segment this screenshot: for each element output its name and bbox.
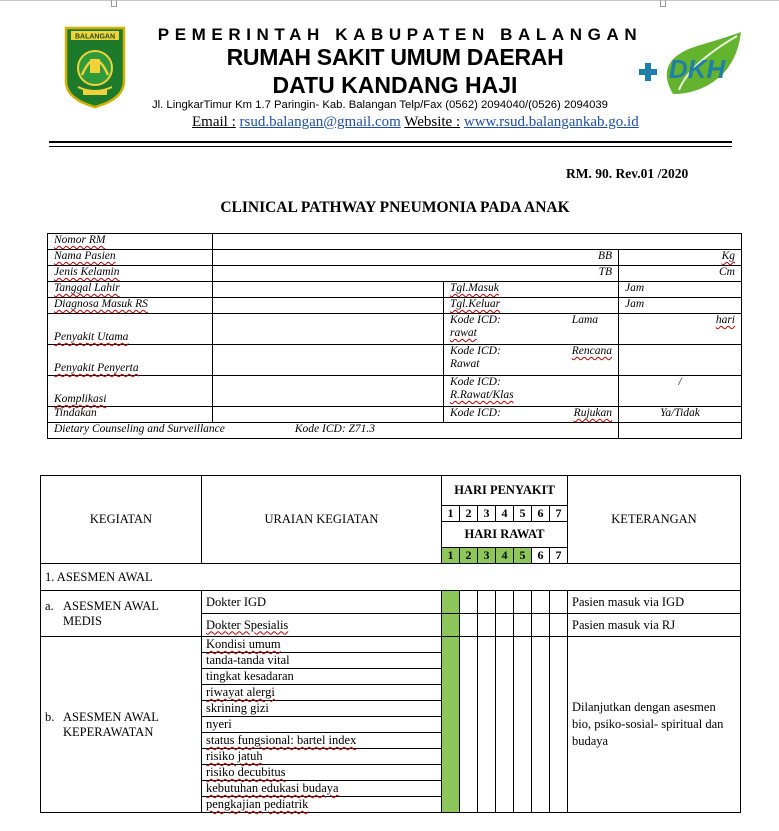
uraian-item (202, 749, 442, 765)
field-bb[interactable] (619, 250, 742, 266)
group-b-day-2-check[interactable] (460, 637, 478, 813)
label-penyakit-utama: Penyakit Utama (54, 331, 129, 343)
group-b-day-6-check[interactable] (532, 637, 550, 813)
uraian-item (202, 765, 442, 781)
hari-penyakit-day-5: 5 (514, 506, 532, 522)
field-nama-pasien[interactable] (213, 250, 619, 266)
group-a-item-2-day-4-check[interactable] (496, 614, 514, 637)
uraian-item (202, 797, 442, 813)
field-tindakan[interactable] (213, 407, 444, 423)
section-row (41, 564, 741, 591)
uraian-text: skrining gizi (206, 701, 269, 715)
row-nama-pasien (48, 250, 742, 266)
col-header-uraian: URAIAN KEGIATAN (202, 476, 442, 564)
hari-rawat-day-2: 2 (460, 548, 478, 564)
group-b-day-1-check[interactable] (442, 637, 460, 813)
uraian-text: risiko jatuh (206, 749, 263, 763)
col-header-keterangan: KETERANGAN (568, 476, 741, 564)
row-diagnosa (48, 298, 742, 314)
label-slash: / (678, 376, 682, 388)
field-rencana-rawat[interactable] (619, 345, 742, 376)
label-rujukan: Rujukan (573, 407, 612, 419)
margin-corner-marker (660, 0, 666, 7)
uraian-text: pengkajian pediatrik (206, 797, 309, 811)
label-rawat: rawat (450, 327, 477, 339)
group-a-item-1-day-2-check[interactable] (460, 591, 478, 614)
group-b-row (41, 637, 741, 653)
header-address: Jl. LingkarTimur Km 1.7 Paringin- Kab. Balangan Telp/Fax (0562) 2094040/(0526) 2094039 (152, 99, 608, 111)
keterangan-cell: Pasien masuk via IGD (568, 591, 741, 614)
label-jam-masuk: Jam (625, 282, 645, 294)
uraian-text: nyeri (206, 717, 232, 731)
group-a-item-1-day-1-check[interactable] (442, 591, 460, 614)
uraian-item (202, 614, 442, 637)
hari-penyakit-day-2: 2 (460, 506, 478, 522)
patient-identity-table (47, 233, 742, 439)
uraian-item (202, 717, 442, 733)
field-penyakit-utama[interactable] (213, 314, 444, 345)
label-diagnosa: Diagnosa Masuk RS (54, 298, 148, 310)
hari-penyakit-day-7: 7 (550, 506, 568, 522)
header-divider-thin (49, 146, 732, 147)
group-a-item-2-day-2-check[interactable] (460, 614, 478, 637)
row-dietary (48, 423, 742, 439)
hari-penyakit-day-4: 4 (496, 506, 514, 522)
group-b-label: ASESMEN AWAL KEPERAWATAN (63, 709, 159, 739)
group-a-row (41, 591, 741, 614)
uraian-item (202, 781, 442, 797)
field-nomor-rm[interactable] (213, 234, 742, 250)
row-penyakit-penyerta (48, 345, 742, 376)
label-tanggal-lahir: Tanggal Lahir (54, 282, 120, 294)
label-kode-icd: Kode ICD: (450, 314, 501, 326)
col-header-hari-rawat: HARI RAWAT (442, 522, 568, 548)
uraian-item (202, 637, 442, 653)
dkh-logo (633, 30, 745, 102)
header-divider-thick (49, 141, 732, 143)
uraian-item (202, 733, 442, 749)
label-kg: Kg (721, 250, 735, 262)
uraian-item (202, 591, 442, 614)
field-penyakit-penyerta[interactable] (213, 345, 444, 376)
field-icd-komplikasi[interactable] (444, 376, 619, 407)
uraian-text: risiko decubitus (206, 765, 286, 779)
group-a-letter: a. (45, 598, 54, 613)
hari-rawat-day-7: 7 (550, 548, 568, 564)
field-tb[interactable] (619, 266, 742, 282)
hari-penyakit-day-6: 6 (532, 506, 550, 522)
hari-rawat-day-3: 3 (478, 548, 496, 564)
group-a-item-1-day-5-check[interactable] (514, 591, 532, 614)
label-komplikasi: Komplikasi (54, 393, 107, 405)
email-label: Email : (192, 114, 236, 130)
label-kode-icd: Kode ICD: (450, 376, 501, 388)
group-b-day-4-check[interactable] (496, 637, 514, 813)
group-a-label-cell (41, 591, 202, 637)
email-link[interactable]: rsud.balangan@gmail.com (239, 114, 401, 130)
field-icd-utama[interactable] (444, 314, 619, 345)
group-a-item-2-day-6-check[interactable] (532, 614, 550, 637)
field-icd-penyerta[interactable] (444, 345, 619, 376)
header-row-1 (41, 476, 741, 506)
label-bb: BB (597, 250, 612, 262)
field-icd-tindakan[interactable] (444, 407, 619, 423)
label-tgl-masuk: Tgl.Masuk (450, 282, 499, 294)
label-ruang-rawat-klas: R.Rawat/Klas (450, 389, 514, 401)
field-tgl-masuk[interactable] (444, 282, 619, 298)
group-a-item-2-day-1-check[interactable] (442, 614, 460, 637)
label-rawat: Rawat (450, 358, 480, 370)
website-label: Website : (404, 114, 461, 130)
label-tindakan: Tindakan (48, 407, 213, 423)
uraian-item (202, 653, 442, 669)
website-link[interactable]: www.rsud.balangankab.go.id (463, 114, 639, 130)
uraian-text: Kondisi umum (206, 637, 281, 651)
label-dietary: Dietary Counseling and Surveillance (54, 423, 225, 435)
field-tanggal-lahir[interactable] (213, 282, 444, 298)
header-hospital-name: DATU KANDANG HAJI (272, 72, 518, 98)
group-a-item-1-day-3-check[interactable] (478, 591, 496, 614)
hari-rawat-day-1: 1 (442, 548, 460, 564)
keterangan-cell: Pasien masuk via RJ (568, 614, 741, 637)
row-tanggal-lahir (48, 282, 742, 298)
group-a-item-2-day-5-check[interactable] (514, 614, 532, 637)
label-jam-keluar: Jam (625, 298, 645, 310)
row-penyakit-utama (48, 314, 742, 345)
group-b-letter: b. (45, 709, 55, 724)
row-nomor-rm (48, 234, 742, 250)
uraian-item (202, 669, 442, 685)
uraian-text: Dokter IGD (206, 594, 267, 609)
label-nama-pasien: Nama Pasien (54, 250, 116, 262)
group-b-day-5-check[interactable] (514, 637, 532, 813)
label-cm: Cm (719, 266, 735, 278)
label-rencana: Rencana (571, 345, 612, 357)
label-tb: TB (598, 266, 612, 278)
row-tindakan (48, 407, 742, 423)
uraian-text: tingkat kesadaran (206, 669, 294, 683)
label-ya-tidak: Ya/Tidak (660, 407, 700, 419)
uraian-text: Dokter Spesialis (206, 617, 289, 632)
field-dietary[interactable] (619, 423, 742, 439)
uraian-item (202, 685, 442, 701)
group-b-label-cell (41, 637, 202, 813)
hari-rawat-day-4: 4 (496, 548, 514, 564)
contact-line (192, 114, 639, 131)
group-a-item-1-day-4-check[interactable] (496, 591, 514, 614)
clinical-pathway-activities-table (40, 475, 741, 813)
group-a-item-2-day-3-check[interactable] (478, 614, 496, 637)
uraian-text: tanda-tanda vital (206, 653, 290, 667)
label-jenis-kelamin: Jenis Kelamin (54, 266, 120, 278)
group-a-item-2-day-7-check[interactable] (550, 614, 568, 637)
group-a-rows (41, 591, 741, 637)
uraian-text: kebutuhan edukasi budaya (206, 781, 339, 795)
label-hari: hari (715, 314, 735, 326)
uraian-item (202, 701, 442, 717)
hari-rawat-day-6: 6 (532, 548, 550, 564)
logo-banner-text: BALANGAN (74, 33, 116, 41)
hari-penyakit-day-3: 3 (478, 506, 496, 522)
col-header-hari-penyakit: HARI PENYAKIT (442, 476, 568, 506)
margin-corner-marker (111, 0, 117, 7)
label-lama: Lama (571, 314, 598, 326)
field-komplikasi[interactable] (213, 376, 444, 407)
hari-rawat-day-5: 5 (514, 548, 532, 564)
group-a-label: ASESMEN AWAL MEDIS (63, 598, 159, 628)
field-tgl-keluar[interactable] (444, 298, 619, 314)
row-jenis-kelamin (48, 266, 742, 282)
document-title: CLINICAL PATHWAY PNEUMONIA PADA ANAK (220, 199, 570, 216)
group-b-day-3-check[interactable] (478, 637, 496, 813)
label-nomor-rm: Nomor RM (54, 234, 106, 246)
col-header-kegiatan: KEGIATAN (41, 476, 202, 564)
keterangan-cell: Dilanjutkan dengan asesmen bio, psiko-sosial- spiritual dan budaya (568, 637, 741, 813)
label-icd-z713: Kode ICD: Z71.3 (294, 423, 376, 435)
header-hospital-type: RUMAH SAKIT UMUM DAERAH (226, 44, 564, 70)
field-ruang-rawat[interactable] (619, 376, 742, 407)
label-penyakit-penyerta: Penyakit Penyerta (54, 362, 139, 374)
header-government: PEMERINTAH KABUPATEN BALANGAN (157, 25, 643, 44)
field-jam-keluar[interactable] (619, 298, 742, 314)
group-b-rows (41, 637, 741, 813)
row-komplikasi (48, 376, 742, 407)
group-b-day-7-check[interactable] (550, 637, 568, 813)
label-kode-icd: Kode ICD: (450, 407, 501, 419)
group-a-item-1-day-6-check[interactable] (532, 591, 550, 614)
field-diagnosa[interactable] (213, 298, 444, 314)
document-code: RM. 90. Rev.01 /2020 (566, 166, 689, 181)
label-kode-icd: Kode ICD: (450, 345, 501, 357)
field-lama-rawat[interactable] (619, 314, 742, 345)
uraian-text: riwayat alergi (206, 685, 275, 699)
dkh-logo-text: DKH (668, 54, 726, 84)
field-rujukan[interactable] (619, 407, 742, 423)
group-a-item-1-day-7-check[interactable] (550, 591, 568, 614)
field-jam-masuk[interactable] (619, 282, 742, 298)
hari-penyakit-day-1: 1 (442, 506, 460, 522)
section-title-asesmen-awal: 1. ASESMEN AWAL (41, 564, 741, 591)
uraian-text: status fungsional: bartel index (206, 733, 357, 747)
label-tgl-keluar: Tgl.Keluar (450, 298, 501, 310)
field-jenis-kelamin[interactable] (213, 266, 619, 282)
